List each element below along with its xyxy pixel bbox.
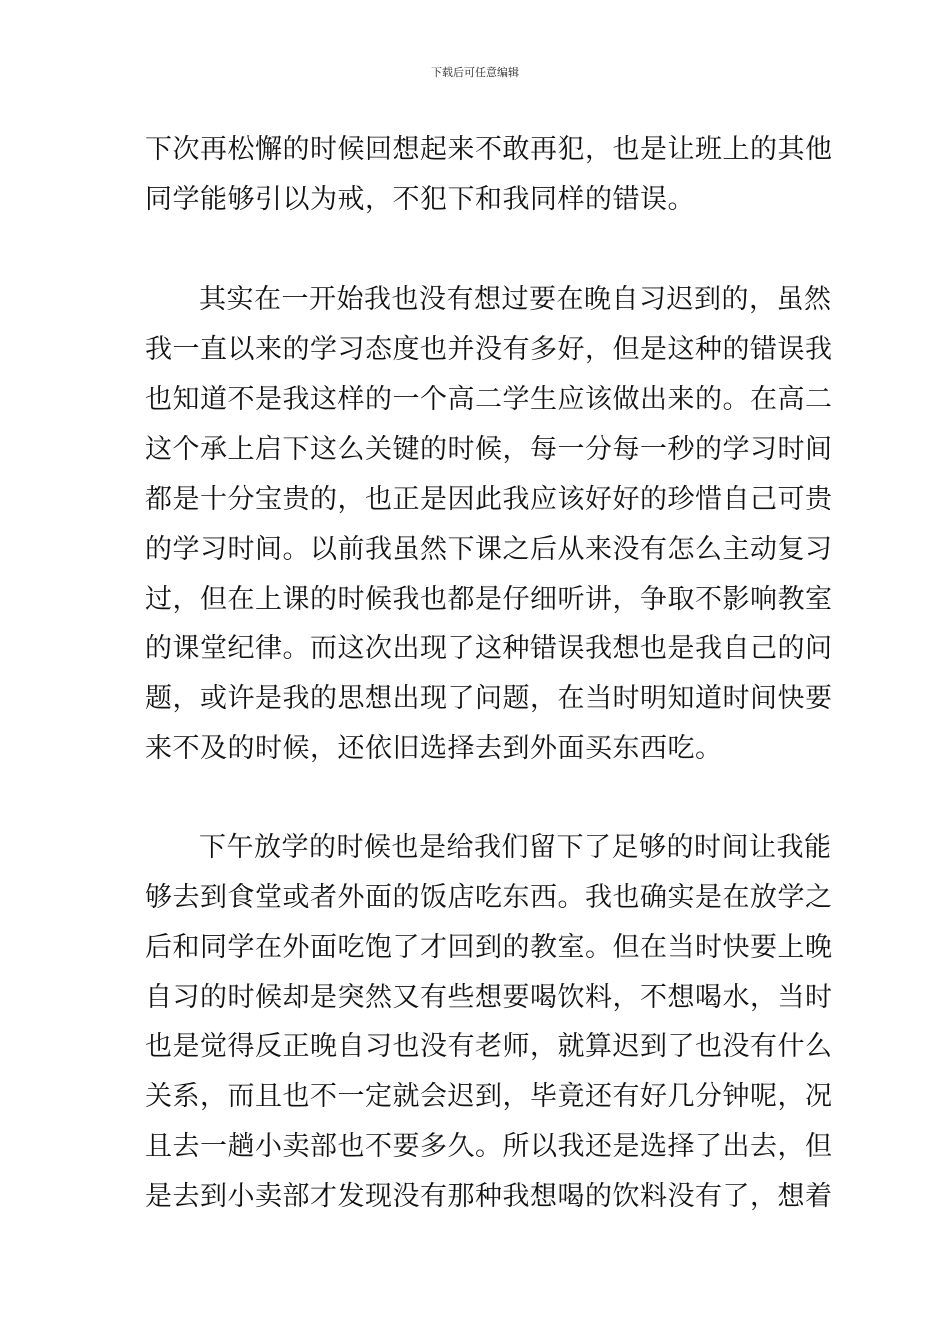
text-line: 都是十分宝贵的，也正是因此我应该好好的珍惜自己可贵 — [145, 484, 833, 515]
text-line: 够去到食堂或者外面的饭店吃东西。我也确实是在放学之 — [145, 882, 833, 913]
text-line: 也是觉得反正晚自习也没有老师，就算迟到了也没有什么 — [145, 1031, 833, 1062]
text-line: 这个承上启下这么关键的时候，每一分每一秒的学习时间 — [145, 434, 833, 465]
text-line: 的课堂纪律。而这次出现了这种错误我想也是我自己的问 — [145, 633, 833, 664]
text-line: 的学习时间。以前我虽然下课之后从来没有怎么主动复习 — [145, 534, 833, 565]
page-header: 下载后可任意编辑 — [431, 66, 519, 79]
text-line: 是去到小卖部才发现没有那种我想喝的饮料没有了，想着 — [145, 1181, 833, 1212]
text-line: 且去一趟小卖部也不要多久。所以我还是选择了出去，但 — [145, 1131, 833, 1162]
text-line: 其实在一开始我也没有想过要在晚自习迟到的，虽然 — [199, 284, 832, 315]
text-line: 关系，而且也不一定就会迟到，毕竟还有好几分钟呢，况 — [145, 1081, 833, 1112]
text-line: 后和同学在外面吃饱了才回到的教室。但在当时快要上晚 — [145, 932, 833, 963]
text-line: 下次再松懈的时候回想起来不敢再犯，也是让班上的其他 — [145, 134, 833, 165]
text-line: 下午放学的时候也是给我们留下了足够的时间让我能 — [199, 832, 832, 863]
text-line: 我一直以来的学习态度也并没有多好，但是这种的错误我 — [145, 334, 833, 365]
text-line: 也知道不是我这样的一个高二学生应该做出来的。在高二 — [145, 384, 833, 415]
text-line: 来不及的时候，还依旧选择去到外面买东西吃。 — [145, 733, 723, 764]
text-line: 过，但在上课的时候我也都是仔细听讲，争取不影响教室 — [145, 584, 833, 615]
text-line: 自习的时候却是突然又有些想要喝饮料，不想喝水，当时 — [145, 982, 833, 1013]
text-line: 题，或许是我的思想出现了问题，在当时明知道时间快要 — [145, 683, 833, 714]
text-line: 同学能够引以为戒，不犯下和我同样的错误。 — [145, 184, 695, 215]
